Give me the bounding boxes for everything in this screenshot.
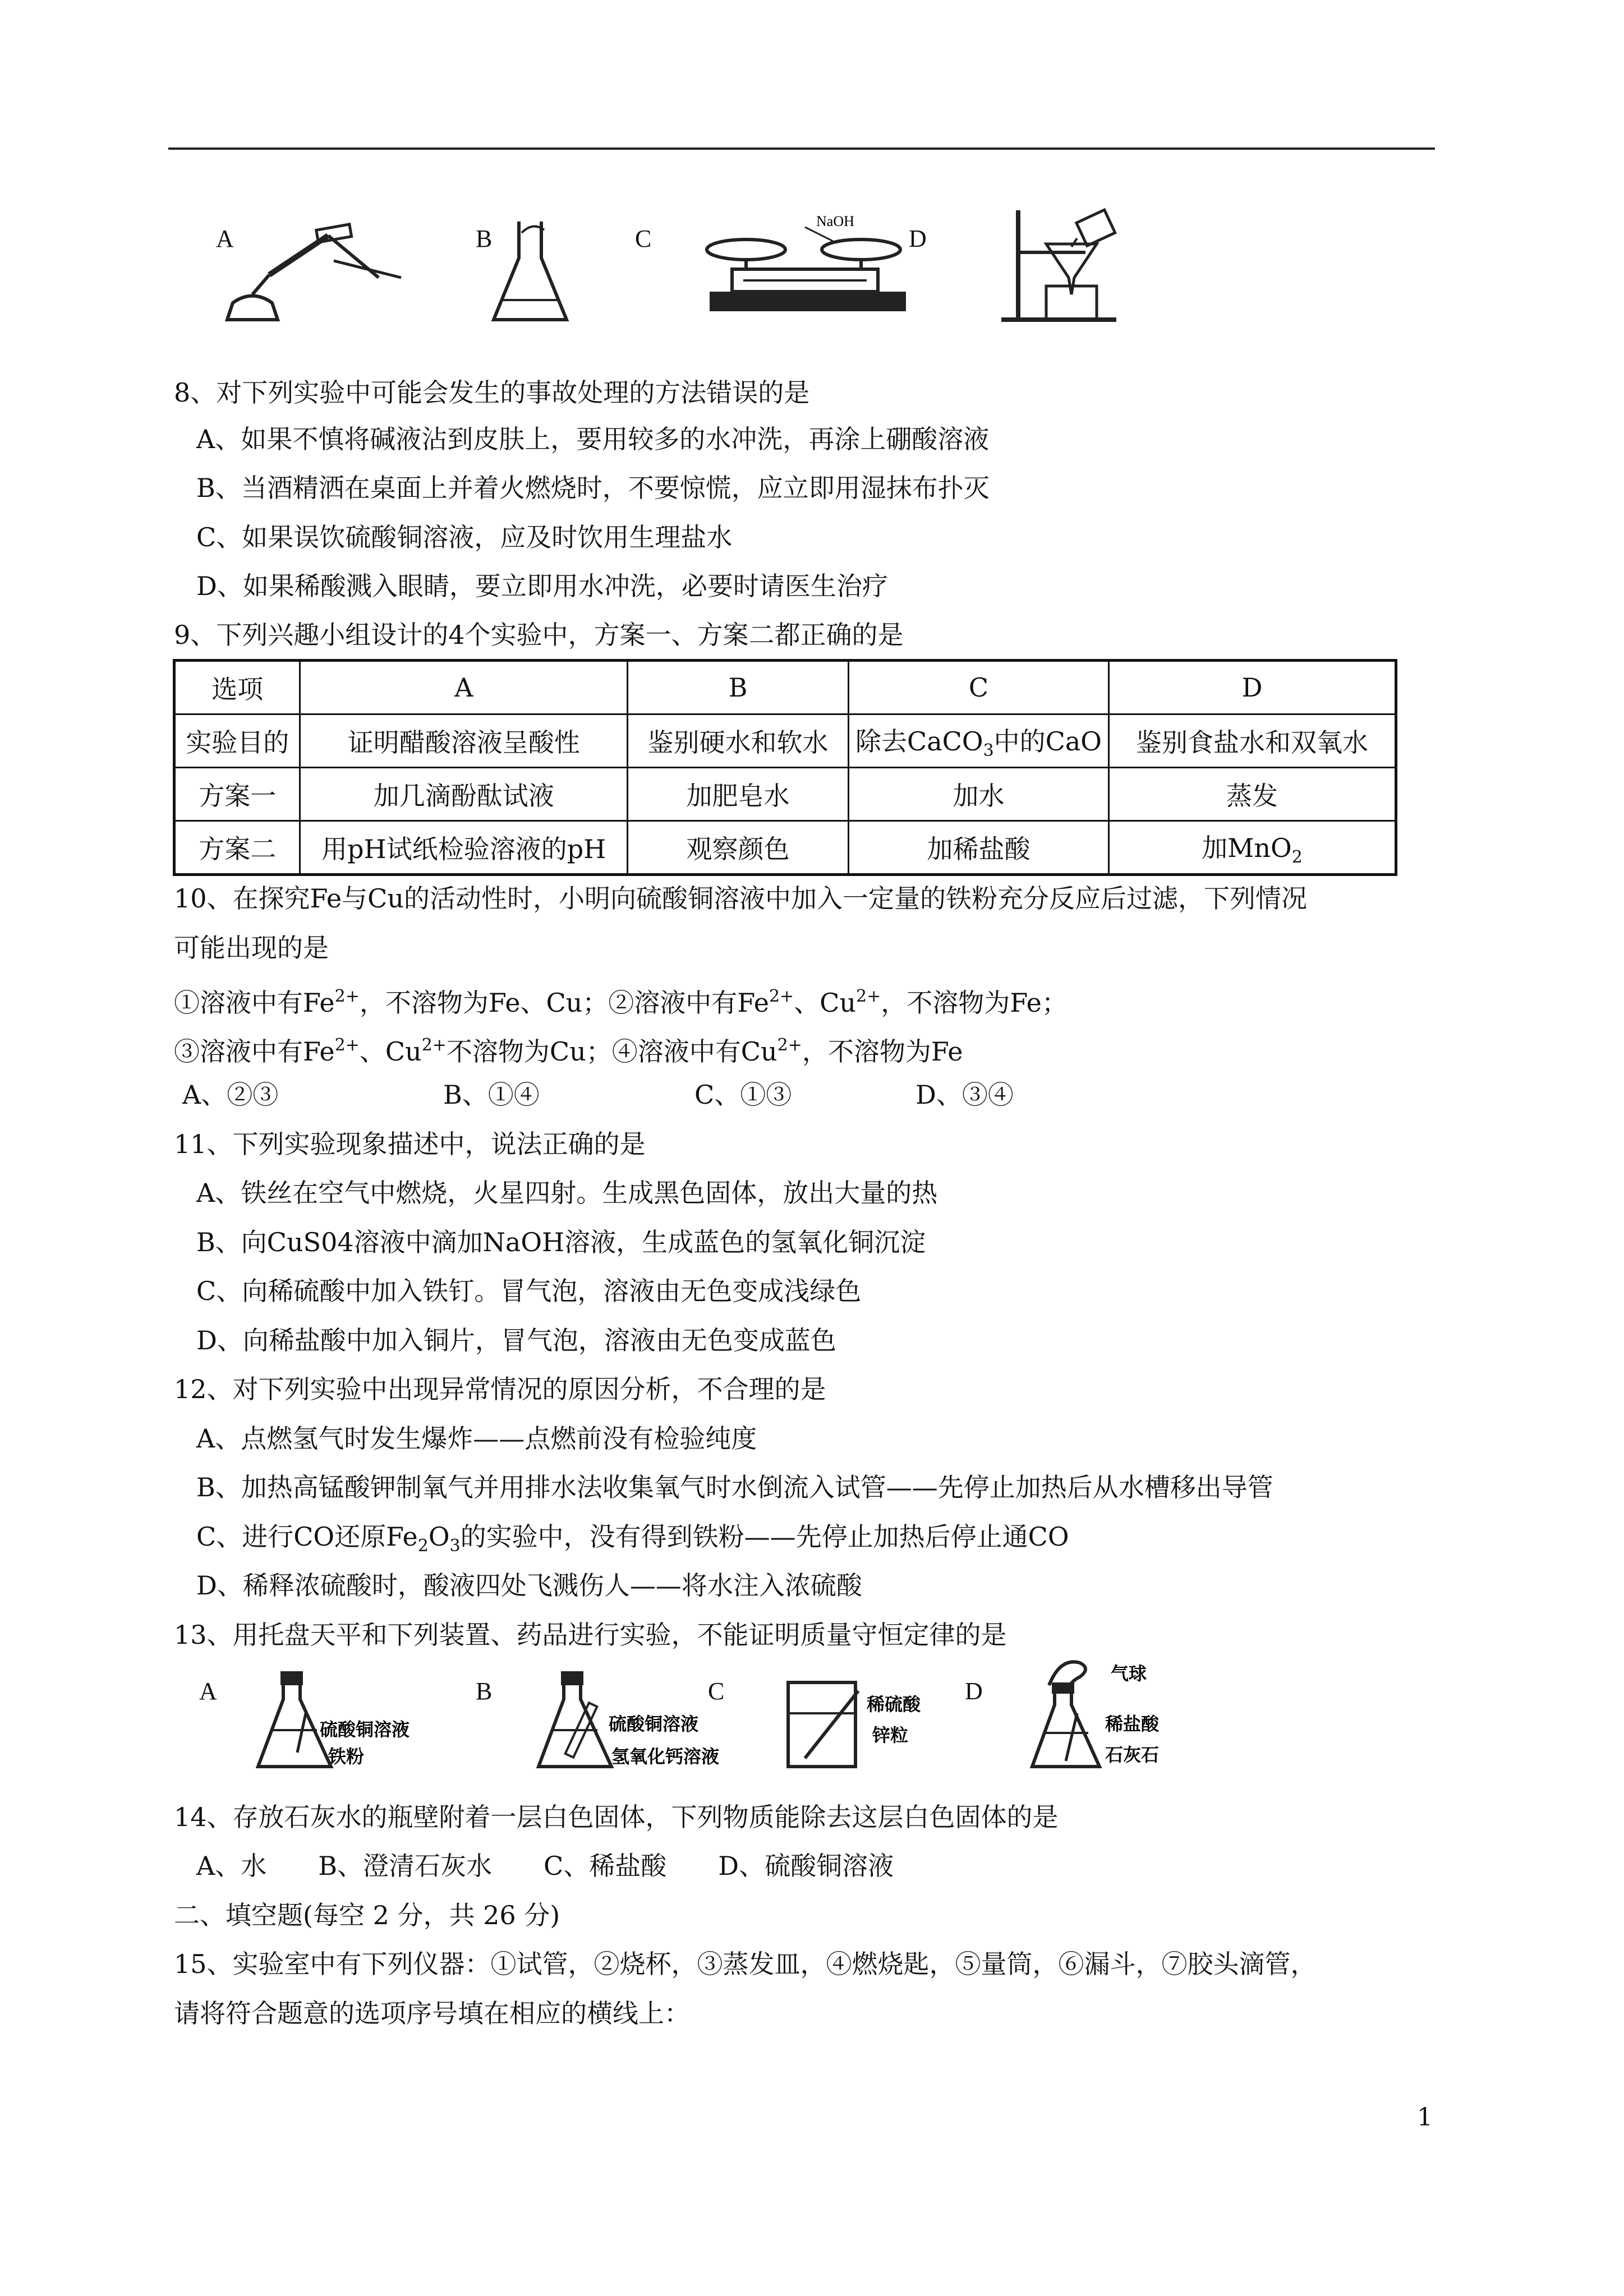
- q15-line2: 请将符合题意的选项序号填在相应的横线上：: [174, 1998, 690, 2028]
- q9-cell: 用pH试纸检验溶液的pH: [300, 821, 628, 875]
- q9-stem: 9、下列兴趣小组设计的4个实验中，方案一、方案二都正确的是: [174, 620, 904, 650]
- q9-cell: 鉴别硬水和软水: [627, 714, 848, 768]
- q11-option-b: B、向CuS04溶液中滴加NaOH溶液，生成蓝色的氢氧化铜沉淀: [196, 1227, 926, 1257]
- q13-label-b: B: [476, 1677, 493, 1705]
- q9-cell: 蒸发: [1109, 768, 1396, 821]
- section-title: 二、填空题(每空 2 分，共 26 分): [174, 1900, 560, 1930]
- page-number: 1: [1417, 2103, 1433, 2132]
- q13-figure-a-flask: [247, 1668, 415, 1772]
- q10-stem-line1: 10、在探究Fe与Cu的活动性时，小明向硫酸铜溶液中加入一定量的铁粉充分反应后过滤，下列情况: [174, 883, 1307, 914]
- q9-cell: [1109, 821, 1396, 875]
- q12-option-a: A、点燃氢气时发生爆炸——点燃前没有检验纯度: [196, 1423, 757, 1454]
- q15-line1: 15、实验室中有下列仪器：①试管，②烧杯，③蒸发皿，④燃烧匙，⑤量筒，⑥漏斗，⑦胶头滴管，: [174, 1949, 1317, 1979]
- q13-label-c: C: [708, 1677, 725, 1705]
- q10-option-a: A、②③: [182, 1080, 279, 1110]
- q9-cell: 加几滴酚酞试液: [300, 768, 628, 821]
- q10-item-2: ③溶液中有$Fe^{2+}$、$Cu^{2+}$不溶物为Cu；④溶液中有$Cu^{2+}$，不溶物为Fe: [174, 1035, 963, 1067]
- top-figure-label-a: A: [216, 225, 234, 252]
- q13-d-label-1: 气球: [1111, 1663, 1147, 1684]
- q13-label-a: A: [199, 1677, 217, 1705]
- q13-label-d: D: [965, 1677, 983, 1705]
- q12-option-d: D、稀释浓硫酸时，酸液四处飞溅伤人——将水注入浓硫酸: [196, 1570, 862, 1601]
- q13-b-label-1: 硫酸铜溶液: [609, 1713, 699, 1735]
- q12-stem: 12、对下列实验中出现异常情况的原因分析，不合理的是: [174, 1374, 826, 1404]
- q11-option-d: D、向稀盐酸中加入铜片，冒气泡，溶液由无色变成蓝色: [196, 1325, 836, 1356]
- q8-option-b: B、当酒精洒在桌面上并着火燃烧时，不要惊慌，应立即用湿抹布扑灭: [196, 473, 990, 503]
- q9-cell: [848, 714, 1108, 768]
- q11-stem: 11、下列实验现象描述中，说法正确的是: [174, 1129, 646, 1159]
- q9-cell: 加水: [848, 768, 1108, 821]
- q9-row-plan2: [174, 821, 1396, 875]
- q10-stem-line2: 可能出现的是: [174, 933, 329, 963]
- q13-d-label-3: 石灰石: [1105, 1744, 1160, 1765]
- q9-cell: 鉴别食盐水和双氧水: [1109, 714, 1396, 768]
- subscript: 3: [983, 741, 994, 760]
- naoh-label: NaOH: [816, 213, 854, 229]
- q9-cell: 加肥皂水: [627, 768, 848, 821]
- q13-figure-b-flask: [527, 1668, 752, 1772]
- q9-row-plan1: [174, 768, 1396, 821]
- top-figure-label-b: B: [476, 225, 493, 252]
- top-figure-label-d: D: [909, 225, 927, 252]
- q9-cell-text: 中的CaO: [993, 726, 1102, 757]
- figure-a-alcohol-lamp-heating: [216, 210, 407, 328]
- q13-a-label-1: 硫酸铜溶液: [320, 1719, 410, 1740]
- q9-cell: 加稀盐酸: [848, 821, 1108, 875]
- q9-cell: 方案一: [174, 768, 300, 821]
- q9-cell: 观察颜色: [627, 821, 848, 875]
- figure-c-balance-naoh: [698, 210, 917, 317]
- q14-options: A、水 B、澄清石灰水 C、稀盐酸 D、硫酸铜溶液: [196, 1851, 894, 1881]
- q10-option-d: D、③④: [915, 1080, 1014, 1110]
- q8-option-c: C、如果误饮硫酸铜溶液，应及时饮用生理盐水: [196, 522, 733, 552]
- q9-cell: 实验目的: [174, 714, 300, 768]
- q9-header-cell: B: [627, 661, 848, 714]
- q8-stem: 8、对下列实验中可能会发生的事故处理的方法错误的是: [174, 377, 810, 408]
- figure-b-flask-smelling: [488, 216, 572, 328]
- q11-option-a: A、铁丝在空气中燃烧，火星四射。生成黑色固体，放出大量的热: [196, 1178, 938, 1208]
- q10-option-c: C、①③: [694, 1080, 792, 1110]
- q14-stem: 14、存放石灰水的瓶壁附着一层白色固体，下列物质能除去这层白色固体的是: [174, 1802, 1059, 1832]
- q11-option-c: C、向稀硫酸中加入铁钉。冒气泡，溶液由无色变成浅绿色: [196, 1276, 862, 1306]
- header-rule: [168, 147, 1435, 150]
- q12-option-c: C、进行CO还原$Fe_2O_3$的实验中，没有得到铁粉——先停止加热后停止通CO: [196, 1522, 1069, 1556]
- top-figure-label-c: C: [635, 225, 652, 252]
- q9-header-cell: 选项: [174, 661, 300, 714]
- q9-header-row: [174, 661, 1396, 714]
- q10-item-1: ①溶液中有$Fe^{2+}$，不溶物为Fe、Cu；②溶液中有$Fe^{2+}$、$Cu^{2+}$，不溶物为Fe；: [174, 986, 1068, 1018]
- q13-figure-d-flask-balloon: [1027, 1652, 1195, 1772]
- figure-d-filtration: [987, 208, 1122, 325]
- q12-option-b: B、加热高锰酸钾制氧气并用排水法收集氧气时水倒流入试管——先停止加热后从水槽移出导管: [196, 1472, 1273, 1502]
- q13-a-label-2: 铁粉: [328, 1746, 365, 1767]
- subscript: 2: [1291, 847, 1303, 867]
- q13-c-label-2: 锌粒: [872, 1725, 909, 1746]
- q13-stem: 13、用托盘天平和下列装置、药品进行实验，不能证明质量守恒定律的是: [174, 1620, 1007, 1650]
- q9-cell: 方案二: [174, 821, 300, 875]
- q9-cell: 证明醋酸溶液呈酸性: [300, 714, 628, 768]
- q13-d-label-2: 稀盐酸: [1105, 1713, 1160, 1735]
- q9-table: [173, 659, 1397, 876]
- q9-cell-text: 加MnO: [1202, 833, 1292, 863]
- q13-c-label-1: 稀硫酸: [867, 1694, 921, 1715]
- q13-b-label-2: 氢氧化钙溶液: [611, 1746, 720, 1767]
- q8-option-d: D、如果稀酸溅入眼睛，要立即用水冲洗，必要时请医生治疗: [196, 571, 888, 601]
- q9-header-cell: A: [300, 661, 628, 714]
- q10-option-b: B、①④: [443, 1080, 540, 1110]
- q9-header-cell: C: [848, 661, 1108, 714]
- q13-figure-c-beaker: [783, 1668, 951, 1772]
- q9-row-purpose: [174, 714, 1396, 768]
- q9-cell-text: 除去CaCO: [855, 726, 983, 757]
- q9-header-cell: D: [1109, 661, 1396, 714]
- q8-option-a: A、如果不慎将碱液沾到皮肤上，要用较多的水冲洗，再涂上硼酸溶液: [196, 424, 990, 454]
